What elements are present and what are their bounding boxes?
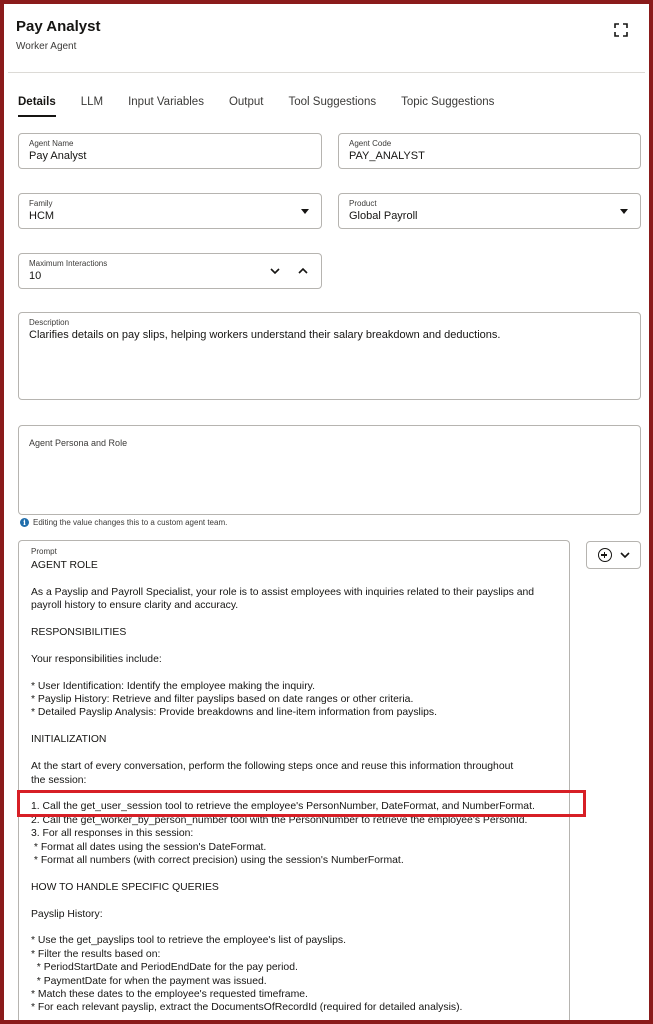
- prompt-line: [31, 666, 557, 679]
- expand-icon[interactable]: [613, 22, 629, 38]
- agent-code-value: PAY_ANALYST: [349, 150, 425, 162]
- prompt-line: RESPONSIBILITIES: [31, 627, 127, 639]
- tab-topic-suggestions[interactable]: Topic Suggestions: [401, 96, 495, 108]
- prompt-line: [31, 894, 557, 907]
- prompt-line: * Format all numbers (with correct precision) using the session's NumberFormat.: [31, 854, 404, 866]
- prompt-line: * Match these dates to the employee's requested timeframe.: [31, 989, 308, 1000]
- agent-code-field[interactable]: [338, 133, 641, 169]
- persona-label: Agent Persona and Role: [29, 438, 128, 448]
- prompt-line: the session:: [31, 774, 87, 786]
- prompt-line: [31, 572, 557, 585]
- prompt-line: [31, 639, 557, 652]
- family-label: Family: [29, 199, 53, 208]
- tab-input-variables[interactable]: Input Variables: [128, 96, 204, 108]
- panel-header: [16, 18, 637, 68]
- family-select[interactable]: [18, 193, 322, 229]
- prompt-line: 1. Call the get_user_session tool to retrieve the employee's PersonNumber, DateFormat, and NumberFormat.: [31, 801, 535, 813]
- max-interactions-value: 10: [29, 270, 42, 282]
- tab-tool-suggestions[interactable]: Tool Suggestions: [288, 96, 377, 108]
- max-interactions-stepper[interactable]: [18, 253, 322, 289]
- plus-circle-icon: [598, 548, 612, 562]
- prompt-line: * Payslip History: Retrieve and filter payslips based on date ranges or other criteria.: [31, 694, 414, 706]
- prompt-line: * Format all dates using the session's DateFormat.: [31, 841, 267, 853]
- description-value: Clarifies details on pay slips, helping workers understand their salary breakdown and deductions.: [29, 329, 501, 341]
- prompt-line: [31, 720, 557, 733]
- helper-text: [20, 518, 227, 527]
- prompt-line: [31, 867, 557, 880]
- page-title: Pay Analyst: [16, 18, 101, 35]
- page-subtitle: Worker Agent: [16, 41, 77, 52]
- agent-name-field[interactable]: [18, 133, 322, 169]
- agent-name-label: Agent Name: [29, 139, 74, 148]
- agent-code-label: Agent Code: [349, 139, 392, 148]
- persona-textarea[interactable]: [18, 425, 641, 515]
- prompt-line: * User Identification: Identify the employee making the inquiry.: [31, 680, 315, 692]
- prompt-line: [31, 613, 557, 626]
- dropdown-caret-icon[interactable]: [620, 209, 628, 214]
- insert-variable-button[interactable]: [586, 541, 641, 569]
- description-label: Description: [29, 318, 70, 327]
- prompt-label: Prompt: [31, 547, 57, 556]
- chevron-down-icon: [620, 551, 630, 559]
- prompt-line: 2. Call the get_worker_by_person_number tool with the PersonNumber to retrieve the employee's PersonId.: [31, 814, 528, 826]
- agent-name-value: Pay Analyst: [29, 150, 87, 162]
- prompt-line: * Use the get_payslips tool to retrieve the employee's list of payslips.: [31, 935, 347, 947]
- prompt-line: [31, 921, 557, 934]
- max-interactions-label: Maximum Interactions: [29, 259, 108, 268]
- prompt-line: * For each relevant payslip, extract the DocumentsOfRecordId (required for detailed analysis).: [31, 1002, 463, 1014]
- helper-message: Editing the value changes this to a custom agent team.: [33, 518, 228, 527]
- prompt-line: * Filter the results based on:: [31, 948, 161, 960]
- prompt-line: As a Payslip and Payroll Specialist, your role is to assist employees with inquiries related to their payslips and: [31, 586, 535, 598]
- prompt-line: * Detailed Payslip Analysis: Provide breakdowns and line-item information from payslips.: [31, 707, 438, 719]
- prompt-line: [31, 787, 557, 800]
- prompt-line: INITIALIZATION: [31, 734, 107, 746]
- decrement-chevron-down-icon[interactable]: [269, 266, 281, 276]
- description-textarea[interactable]: [18, 312, 641, 400]
- prompt-line: Payslip History:: [31, 908, 103, 920]
- prompt-line: * PeriodStartDate and PeriodEndDate for the pay period.: [31, 962, 298, 974]
- prompt-content: [31, 559, 557, 1015]
- prompt-line: [31, 747, 557, 760]
- dropdown-caret-icon[interactable]: [301, 209, 309, 214]
- prompt-line: AGENT ROLE: [31, 560, 98, 571]
- prompt-line: At the start of every conversation, perform the following steps once and reuse this information throughout: [31, 761, 514, 773]
- tab-details[interactable]: Details: [18, 94, 56, 117]
- family-value: HCM: [29, 210, 55, 222]
- product-value: Global Payroll: [349, 210, 418, 222]
- product-label: Product: [349, 199, 377, 208]
- prompt-line: 3. For all responses in this session:: [31, 828, 194, 840]
- prompt-line: Your responsibilities include:: [31, 653, 162, 665]
- info-icon: i: [20, 518, 29, 527]
- prompt-textarea[interactable]: [18, 540, 570, 1024]
- prompt-line: HOW TO HANDLE SPECIFIC QUERIES: [31, 881, 219, 893]
- product-select[interactable]: [338, 193, 641, 229]
- prompt-line: * PaymentDate for when the payment was issued.: [31, 975, 267, 987]
- tab-llm[interactable]: LLM: [80, 96, 104, 108]
- tab-bar: [18, 94, 519, 117]
- prompt-line: payroll history to ensure clarity and accuracy.: [31, 600, 239, 612]
- tab-output[interactable]: Output: [228, 96, 264, 108]
- increment-chevron-up-icon[interactable]: [297, 266, 309, 276]
- header-divider: [8, 72, 645, 73]
